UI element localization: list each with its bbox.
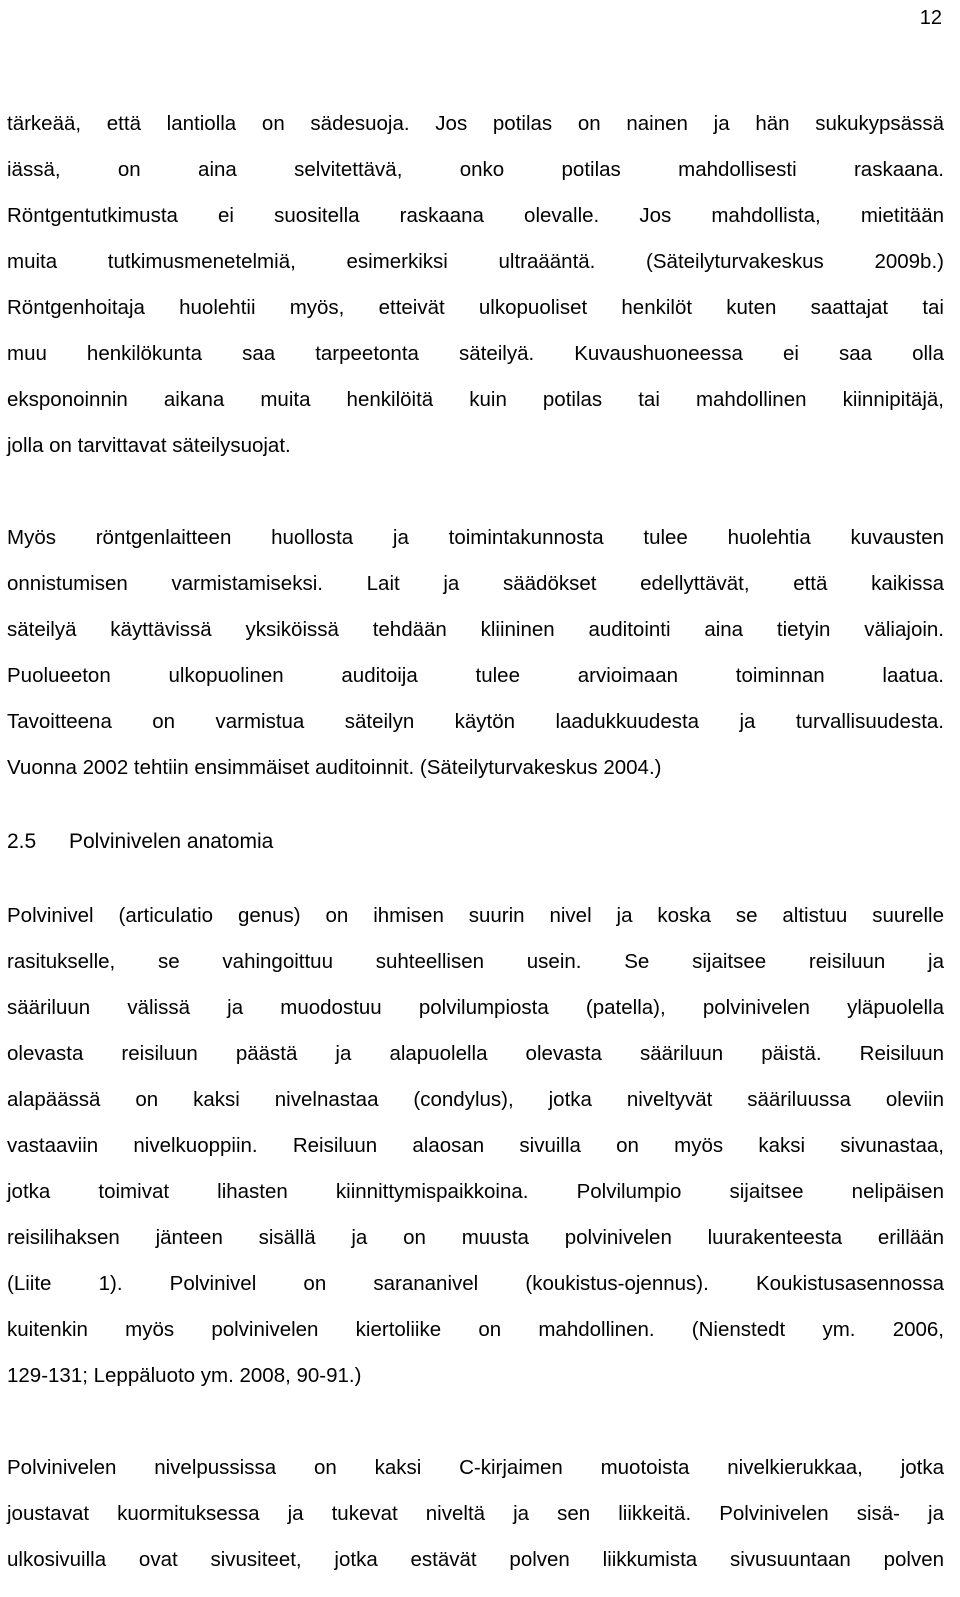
text-line: sääriluun välissä ja muodostuu polvilumpiosta (patella), polvinivelen yläpuolella [7, 996, 944, 1019]
text-line: (Liite 1). Polvinivel on sarananivel (koukistus-ojennus). Koukistusasennossa [7, 1272, 944, 1295]
text-line: Polvinivelen nivelpussissa on kaksi C-kirjaimen muotoista nivelkierukkaa, jotka [7, 1456, 944, 1479]
text-line: Polvinivel (articulatio genus) on ihmisen suurin nivel ja koska se altistuu suurelle [7, 904, 944, 927]
text-line: Röntgenhoitaja huolehtii myös, etteivät ulkopuoliset henkilöt kuten saattajat tai [7, 296, 944, 319]
text-line: Tavoitteena on varmistua säteilyn käytön laadukkuudesta ja turvallisuudesta. [7, 710, 944, 733]
text-line: reisilihaksen jänteen sisällä ja on muusta polvinivelen luurakenteesta erillään [7, 1226, 944, 1249]
text-line: Vuonna 2002 tehtiin ensimmäiset auditoinnit. (Säteilyturvakeskus 2004.) [7, 756, 662, 779]
text-line: eksponoinnin aikana muita henkilöitä kuin potilas tai mahdollinen kiinnipitäjä, [7, 388, 944, 411]
text-line: ulkosivuilla ovat sivusiteet, jotka estävät polven liikkumista sivusuuntaan polven [7, 1548, 944, 1571]
text-line: kuitenkin myös polvinivelen kiertoliike on mahdollinen. (Nienstedt ym. 2006, [7, 1318, 944, 1341]
text-line: Puolueeton ulkopuolinen auditoija tulee arvioimaan toiminnan laatua. [7, 664, 944, 687]
text-line: 129-131; Leppäluoto ym. 2008, 90-91.) [7, 1364, 362, 1387]
text-line: alapäässä on kaksi nivelnastaa (condylus), jotka niveltyvät sääriluussa oleviin [7, 1088, 944, 1111]
text-line: vastaaviin nivelkuoppiin. Reisiluun alaosan sivuilla on myös kaksi sivunastaa, [7, 1134, 944, 1157]
text-line: joustavat kuormituksessa ja tukevat niveltä ja sen liikkeitä. Polvinivelen sisä- ja [7, 1502, 944, 1525]
text-line: Myös röntgenlaitteen huollosta ja toimintakunnosta tulee huolehtia kuvausten [7, 526, 944, 549]
section-title: Polvinivelen anatomia [69, 830, 274, 853]
text-line: rasitukselle, se vahingoittuu suhteellisen usein. Se sijaitsee reisiluun ja [7, 950, 944, 973]
text-line: muita tutkimusmenetelmiä, esimerkiksi ultraääntä. (Säteilyturvakeskus 2009b.) [7, 250, 944, 273]
section-number: 2.5 [7, 830, 37, 853]
text-line: tärkeää, että lantiolla on sädesuoja. Jos potilas on nainen ja hän sukukypsässä [7, 112, 944, 135]
page-number: 12 [919, 7, 942, 29]
text-line: jolla on tarvittavat säteilysuojat. [7, 434, 291, 457]
section-heading [7, 829, 273, 855]
text-line: muu henkilökunta saa tarpeetonta säteilyä. Kuvaushuoneessa ei saa olla [7, 342, 944, 365]
text-line: iässä, on aina selvitettävä, onko potilas mahdollisesti raskaana. [7, 158, 944, 181]
text-line: Röntgentutkimusta ei suositella raskaana olevalle. Jos mahdollista, mietitään [7, 204, 944, 227]
text-line: jotka toimivat lihasten kiinnittymispaikkoina. Polvilumpio sijaitsee nelipäisen [7, 1180, 944, 1203]
text-line: onnistumisen varmistamiseksi. Lait ja säädökset edellyttävät, että kaikissa [7, 572, 944, 595]
text-line: säteilyä käyttävissä yksiköissä tehdään kliininen auditointi aina tietyin väliajoin. [7, 618, 944, 641]
text-line: olevasta reisiluun päästä ja alapuolella olevasta sääriluun päistä. Reisiluun [7, 1042, 944, 1065]
